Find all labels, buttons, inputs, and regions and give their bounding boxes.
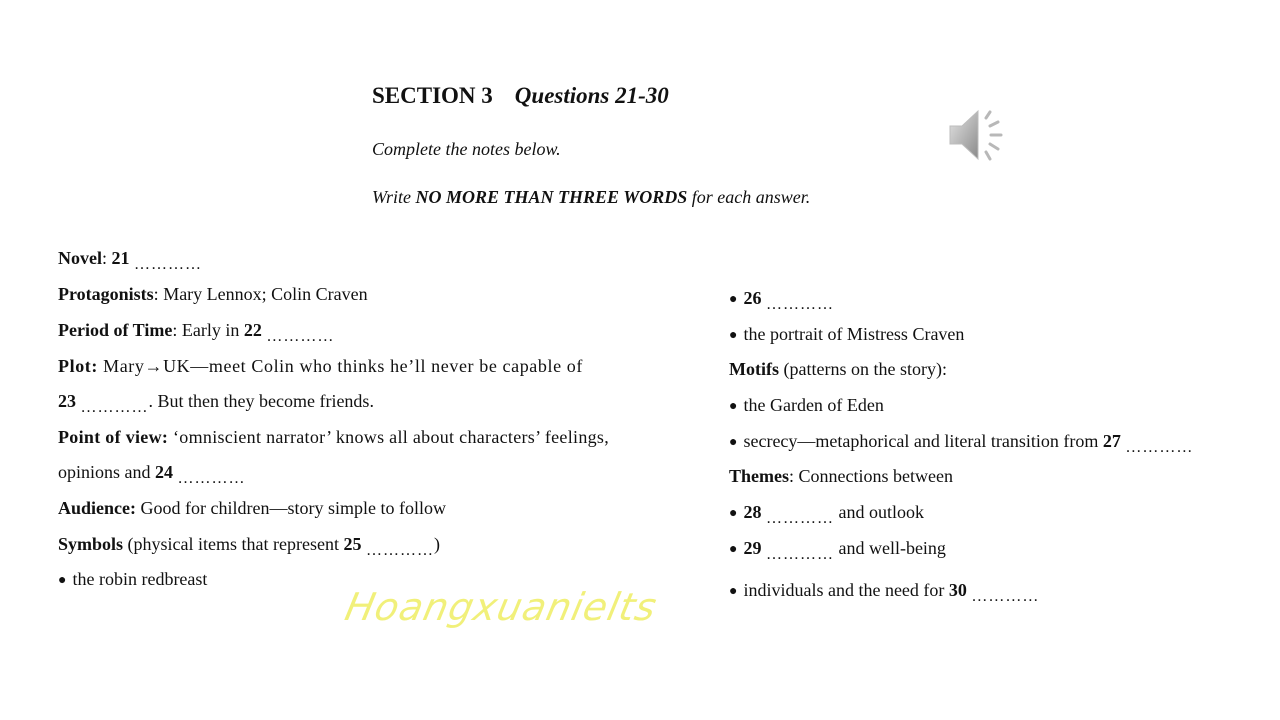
bullet-garden: ● the Garden of Eden [729, 395, 884, 415]
question-number-25: 25 [343, 534, 362, 554]
answer-blank-24[interactable]: ………… [177, 470, 246, 487]
protagonists-line: Protagonists: Mary Lennox; Colin Craven [58, 284, 368, 304]
answer-blank-26[interactable]: ………… [765, 296, 834, 313]
plot-line-continued: 23 …………. But then they become friends. [58, 391, 374, 416]
answer-blank-27[interactable]: ………… [1125, 439, 1194, 456]
question-number-30: 30 [948, 580, 967, 600]
bullet-26: ● 26 ………… [729, 288, 834, 313]
bullet-robin: ● the robin redbreast [58, 569, 208, 589]
bullet-portrait: ● the portrait of Mistress Craven [729, 324, 965, 344]
symbols-line: Symbols (physical items that represent 25 …………) [58, 534, 440, 559]
section-label: SECTION 3 [372, 83, 493, 108]
answer-blank-28[interactable]: ………… [765, 510, 834, 527]
question-number-24: 24 [155, 462, 173, 482]
answer-blank-23[interactable]: ………… [80, 399, 149, 416]
question-number-26: 26 [743, 288, 762, 308]
instruction-complete: Complete the notes below. [372, 139, 561, 159]
novel-line: Novel: 21 ………… [58, 248, 203, 273]
watermark: Hoangxuanielts [341, 585, 662, 629]
instruction-word-limit: Write NO MORE THAN THREE WORDS for each answer. [372, 187, 811, 207]
answer-blank-30[interactable]: ………… [971, 588, 1040, 605]
bullet-28: ● 28 ………… and outlook [729, 502, 924, 527]
question-number-29: 29 [743, 538, 762, 558]
answer-blank-25[interactable]: ………… [365, 542, 434, 559]
speaker-icon[interactable] [946, 106, 1012, 166]
questions-range: Questions 21-30 [514, 83, 669, 108]
plot-line: Plot: Mary→UK—meet Colin who thinks he’ll never be capable of [58, 356, 583, 376]
bullet-29: ● 29 ………… and well-being [729, 538, 946, 563]
answer-blank-21[interactable]: ………… [134, 256, 203, 273]
section-title [372, 83, 669, 109]
answer-blank-22[interactable]: ………… [266, 328, 335, 345]
question-number-21: 21 [111, 248, 130, 268]
bullet-secrecy: ● secrecy—metaphorical and literal transition from 27 ………… [729, 431, 1194, 456]
answer-blank-29[interactable]: ………… [765, 546, 834, 563]
pov-line: Point of view: ‘omniscient narrator’ knows all about characters’ feelings, [58, 427, 610, 447]
pov-line-continued: opinions and 24 ………… [58, 462, 246, 487]
themes-line: Themes: Connections between [729, 466, 953, 486]
question-number-28: 28 [743, 502, 762, 522]
question-number-27: 27 [1102, 431, 1121, 451]
question-number-22: 22 [243, 320, 262, 340]
period-line: Period of Time: Early in 22 ………… [58, 320, 335, 345]
word-limit: NO MORE THAN THREE WORDS [415, 187, 688, 207]
question-number-23: 23 [58, 391, 76, 411]
audience-line: Audience: Good for children—story simple to follow [58, 498, 446, 518]
bullet-individuals: ● individuals and the need for 30 ………… [729, 580, 1040, 605]
motifs-line: Motifs (patterns on the story): [729, 359, 947, 379]
